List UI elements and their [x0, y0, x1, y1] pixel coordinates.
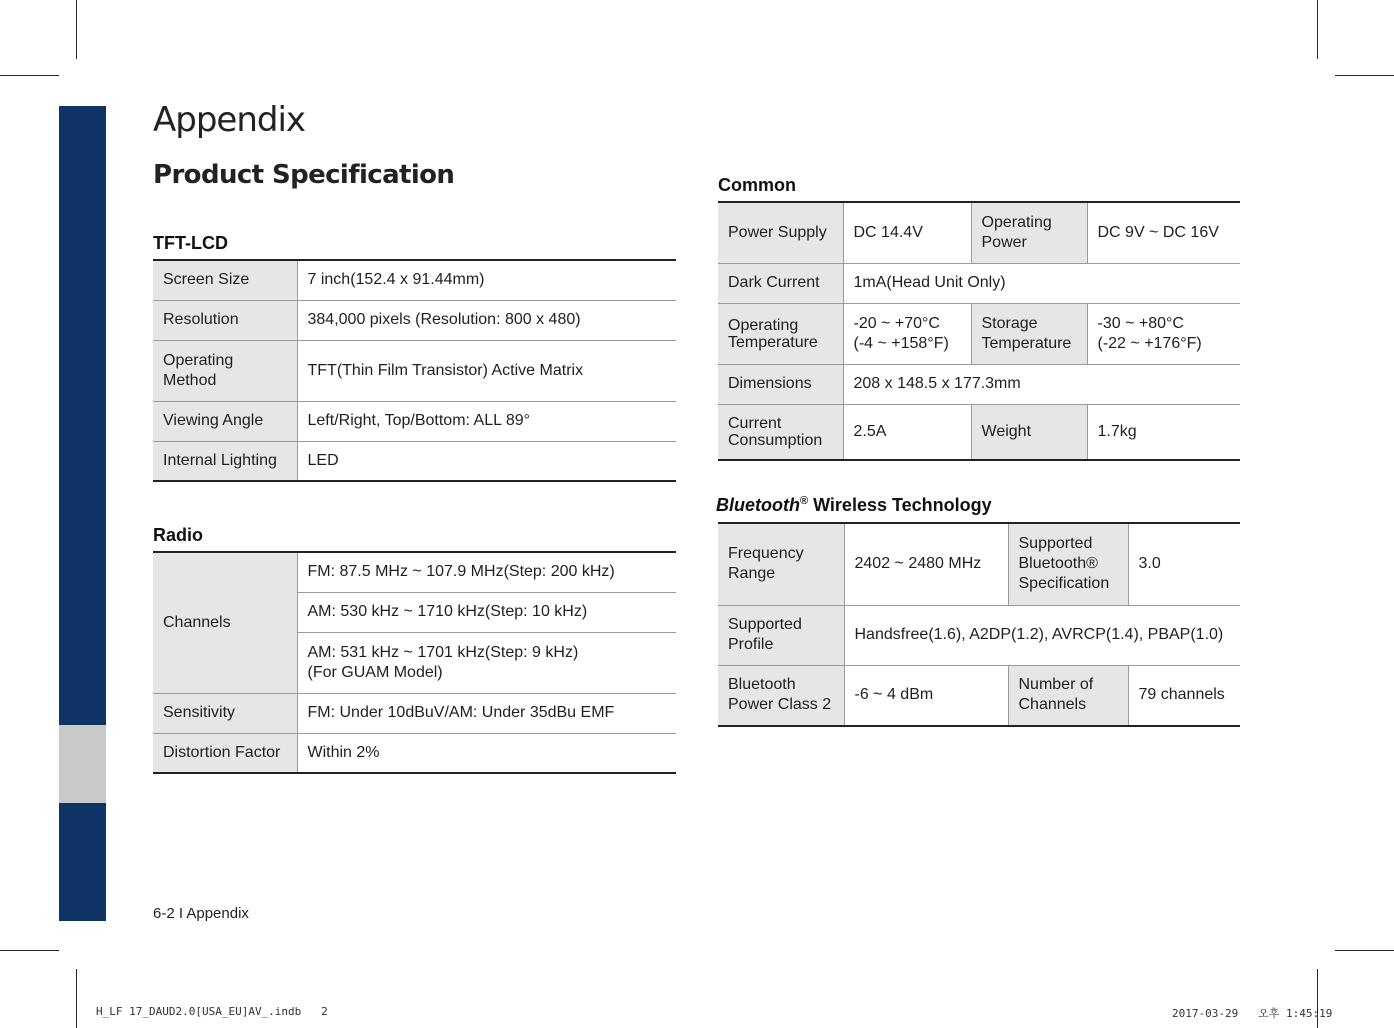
bluetooth-title — [716, 495, 992, 516]
spec-value: TFT(Thin Film Transistor) Active Matrix — [297, 340, 676, 401]
table-row — [718, 665, 1240, 726]
spec-label: Dark Current — [718, 263, 843, 303]
radio-title: Radio — [153, 525, 204, 545]
spec-label: Supported Bluetooth® Specification — [1008, 523, 1128, 605]
crop-mark — [1335, 950, 1394, 951]
spec-label: Screen Size — [153, 260, 297, 300]
print-file-info: H_LF 17_DAUD2.0[USA_EU]AV_.indb 2 — [96, 1005, 328, 1018]
tft-lcd-title: TFT-LCD — [153, 233, 228, 253]
spec-value: 1mA(Head Unit Only) — [843, 263, 1240, 303]
table-row — [718, 303, 1240, 364]
bluetooth-table — [718, 522, 1240, 727]
common-title: Common — [718, 175, 796, 195]
sidebar-tab-navy — [59, 803, 106, 921]
spec-label: Bluetooth Power Class 2 — [718, 665, 844, 726]
spec-value: 79 channels — [1128, 665, 1240, 726]
table-row — [153, 693, 676, 733]
tft-lcd-table — [153, 259, 676, 482]
spec-value: -20 ~ +70°C (-4 ~ +158°F) — [843, 303, 971, 364]
spec-label: Storage Temperature — [971, 303, 1087, 364]
spec-label: Internal Lighting — [153, 441, 297, 481]
spec-value: DC 9V ~ DC 16V — [1087, 202, 1240, 263]
table-row — [718, 404, 1240, 460]
spec-label: Power Supply — [718, 202, 843, 263]
crop-mark — [1317, 0, 1318, 59]
spec-value: 7 inch(152.4 x 91.44mm) — [297, 260, 676, 300]
sidebar-tab-current — [59, 725, 106, 803]
spec-value: 2.5A — [843, 404, 971, 460]
spec-label: Current Consumption — [718, 404, 843, 460]
table-row — [153, 441, 676, 481]
spec-label: Channels — [153, 552, 297, 693]
section-heading: Appendix — [153, 100, 306, 140]
table-row — [153, 733, 676, 773]
table-row — [718, 605, 1240, 665]
spec-label: Operating Method — [153, 340, 297, 401]
crop-mark — [0, 950, 59, 951]
table-row — [153, 300, 676, 340]
spec-value: DC 14.4V — [843, 202, 971, 263]
spec-label: Sensitivity — [153, 693, 297, 733]
registered-mark: ® — [799, 495, 809, 507]
table-row — [718, 523, 1240, 605]
spec-value: 208 x 148.5 x 177.3mm — [843, 364, 1240, 404]
spec-value: Within 2% — [297, 733, 676, 773]
spec-value: 2402 ~ 2480 MHz — [844, 523, 1008, 605]
spec-value: 3.0 — [1128, 523, 1240, 605]
spec-value: Handsfree(1.6), A2DP(1.2), AVRCP(1.4), PBAP(1.0) — [844, 605, 1240, 665]
spec-label: Weight — [971, 404, 1087, 460]
crop-mark — [0, 75, 59, 76]
spec-value: -30 ~ +80°C (-22 ~ +176°F) — [1087, 303, 1240, 364]
spec-label: Number of Channels — [1008, 665, 1128, 726]
spec-label: Supported Profile — [718, 605, 844, 665]
crop-mark — [76, 969, 77, 1028]
spec-value: 384,000 pixels (Resolution: 800 x 480) — [297, 300, 676, 340]
spec-value: AM: 530 kHz ~ 1710 kHz(Step: 10 kHz) — [297, 592, 676, 632]
spec-label: Resolution — [153, 300, 297, 340]
page-number: 6-2 I Appendix — [153, 905, 249, 922]
spec-label: Distortion Factor — [153, 733, 297, 773]
bluetooth-title-italic: Bluetooth — [716, 495, 800, 515]
page-title: Product Specification — [153, 160, 455, 190]
crop-mark — [1335, 75, 1394, 76]
crop-mark — [76, 0, 77, 59]
spec-label: Dimensions — [718, 364, 843, 404]
spec-value: AM: 531 kHz ~ 1701 kHz(Step: 9 kHz) (For GUAM Model) — [297, 632, 676, 693]
print-date-info: 2017-03-29 오후 1:45:19 — [1172, 1007, 1333, 1020]
table-row — [153, 552, 676, 592]
spec-label: Frequency Range — [718, 523, 844, 605]
spec-label: Operating Power — [971, 202, 1087, 263]
table-row — [718, 263, 1240, 303]
spec-value: FM: Under 10dBuV/AM: Under 35dBu EMF — [297, 693, 676, 733]
table-row — [718, 202, 1240, 263]
table-row — [153, 340, 676, 401]
spec-label: Viewing Angle — [153, 401, 297, 441]
common-table — [718, 201, 1240, 461]
spec-value: FM: 87.5 MHz ~ 107.9 MHz(Step: 200 kHz) — [297, 552, 676, 592]
spec-value: 1.7kg — [1087, 404, 1240, 460]
bluetooth-title-rest: Wireless Technology — [808, 495, 992, 515]
spec-value: Left/Right, Top/Bottom: ALL 89° — [297, 401, 676, 441]
radio-table — [153, 551, 676, 774]
spec-label: Operating Temperature — [718, 303, 843, 364]
spec-value: -6 ~ 4 dBm — [844, 665, 1008, 726]
table-row — [718, 364, 1240, 404]
table-row — [153, 260, 676, 300]
table-row — [153, 401, 676, 441]
spec-value: LED — [297, 441, 676, 481]
sidebar-tab-navy — [59, 106, 106, 725]
